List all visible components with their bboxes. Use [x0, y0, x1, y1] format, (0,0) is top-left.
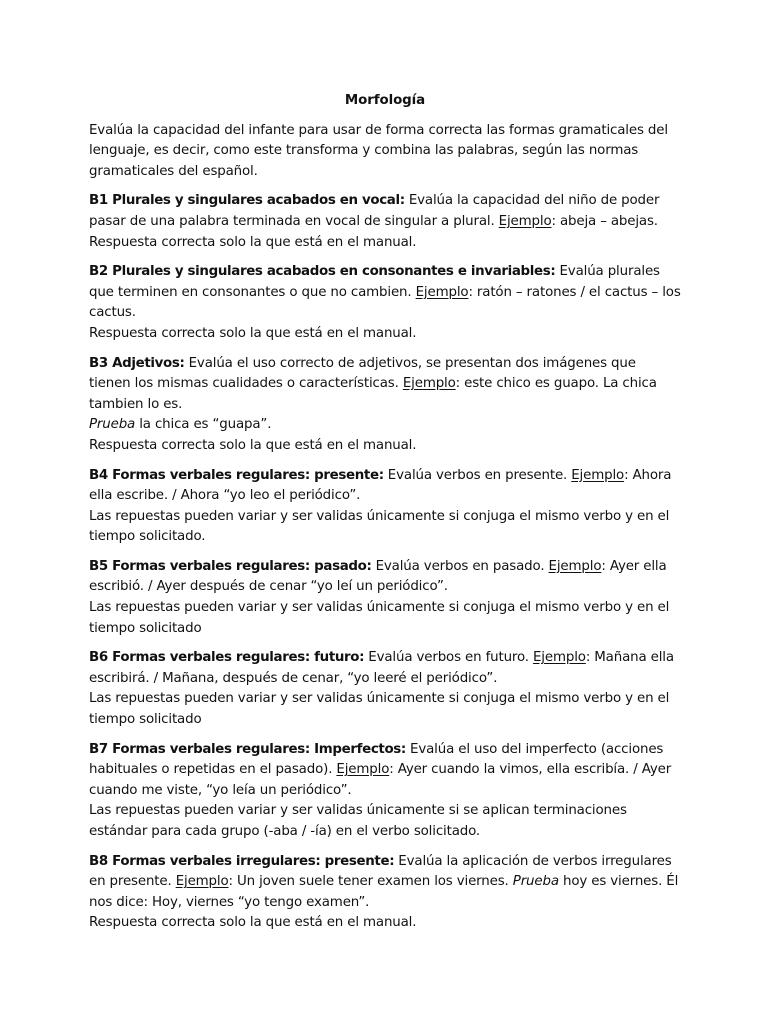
section-description: Evalúa verbos en futuro. [364, 650, 533, 666]
section-b7 [89, 740, 681, 843]
section-body [89, 354, 681, 436]
section-description: Evalúa el uso del imperfecto (acciones habituales o repetidas en el pasado). [89, 741, 664, 778]
section-body [89, 740, 681, 802]
example-text: : Mañana ella escribirá. / Mañana, después de cenar, “yo leeré el periódico”. [89, 650, 674, 686]
prueba-label: Prueba [512, 874, 559, 890]
document-page [89, 91, 681, 943]
answer-note: Las repuestas pueden variar y ser validas únicamente si conjuga el mismo verbo y en el tiempo solicitado [89, 691, 670, 728]
section-b1 [89, 191, 681, 253]
answer-note: Las repuestas pueden variar y ser validas únicamente si se aplican terminaciones estándar para cada grupo (-aba / -ía) en el verbo solicitado. [89, 803, 627, 839]
section-body [89, 262, 681, 324]
prueba-text: hoy es viernes. Él nos dice: Hoy, viernes “yo tengo examen”. [89, 874, 679, 910]
example-label: Ejemplo [548, 558, 602, 574]
answer-note: Las repuestas pueden variar y ser validas únicamente si conjuga el mismo verbo y en el tiempo solicitado [89, 600, 670, 636]
section-heading: B6 Formas verbales regulares: futuro: [89, 650, 365, 666]
intro-paragraph: Evalúa la capacidad del infante para usar de forma correcta las formas gramaticales del lenguaje, es decir, como este transforma y combina las palabras, según las normas gramaticales del español. [89, 122, 668, 179]
section-heading: B5 Formas verbales regulares: pasado: [89, 558, 372, 574]
example-label: Ejemplo [532, 650, 586, 666]
answer-note: Respuesta correcta solo la que está en el manual. [89, 915, 417, 931]
section-description: Evalúa verbos en presente. [383, 467, 572, 483]
answer-note: Respuesta correcta solo la que está en el manual. [89, 234, 417, 250]
section-heading: B7 Formas verbales regulares: Imperfectos: [89, 741, 406, 757]
example-label: Ejemplo [175, 874, 229, 890]
section-heading: B2 Plurales y singulares acabados en consonantes e invariables: [89, 264, 556, 280]
example-text: : Ayer cuando la vimos, ella escribía. / Ayer cuando me viste, “yo leía un periódico”. [89, 762, 672, 798]
section-b4 [89, 466, 681, 548]
section-description: Evalúa el uso correcto de adjetivos, se presentan dos imágenes que tienen los mismas cualidades o características. [89, 355, 636, 392]
section-heading: B1 Plurales y singulares acabados en vocal: [89, 193, 405, 209]
section-description: Evalúa la aplicación de verbos irregulares en presente. [89, 853, 672, 890]
example-text: : este chico es guapo. La chica tambien lo es. [89, 376, 657, 412]
answer-note: Respuesta correcta solo la que está en el manual. [89, 437, 417, 453]
example-label: Ejemplo [336, 762, 390, 778]
section-heading: B3 Adjetivos: [89, 355, 185, 371]
section-b2 [89, 262, 681, 344]
document-title: Morfología [344, 93, 426, 108]
example-text: : ratón – ratones / el cactus – los cactus. [89, 284, 681, 321]
answer-note: Respuesta correcta solo la que está en el manual. [89, 325, 417, 341]
prueba-text: la chica es “guapa”. [135, 417, 272, 433]
example-text: : Ayer ella escribió. / Ayer después de cenar “yo leí un periódico”. [89, 558, 667, 595]
example-text: : Ahora ella escribe. / Ahora “yo leo el periódico”. [89, 467, 672, 504]
example-text: : Un joven suele tener examen los viernes. [228, 874, 513, 890]
section-body [89, 852, 681, 914]
section-b3 [89, 354, 681, 457]
example-label: Ejemplo [571, 467, 625, 483]
answer-note: Las repuestas pueden variar y ser validas únicamente si conjuga el mismo verbo y en el tiempo solicitado. [89, 508, 670, 545]
section-b5 [89, 557, 681, 639]
section-description: Evalúa la capacidad del niño de poder pasar de una palabra terminada en vocal de singular a plural. [89, 193, 660, 229]
section-heading: B8 Formas verbales irregulares: presente: [89, 853, 395, 869]
example-label: Ejemplo [415, 284, 469, 300]
example-label: Ejemplo [402, 376, 456, 392]
section-body [89, 191, 681, 232]
section-body [89, 557, 681, 598]
prueba-label: Prueba [89, 417, 136, 433]
example-text: : abeja – abejas. [551, 213, 658, 229]
section-description: Evalúa verbos en pasado. [371, 558, 549, 574]
section-body [89, 648, 681, 689]
section-b8 [89, 852, 681, 934]
section-body [89, 466, 681, 507]
section-b6 [89, 648, 681, 730]
example-label: Ejemplo [498, 213, 552, 229]
section-description: Evalúa plurales que terminen en consonantes o que no cambien. [89, 264, 660, 300]
section-heading: B4 Formas verbales regulares: presente: [89, 467, 384, 483]
